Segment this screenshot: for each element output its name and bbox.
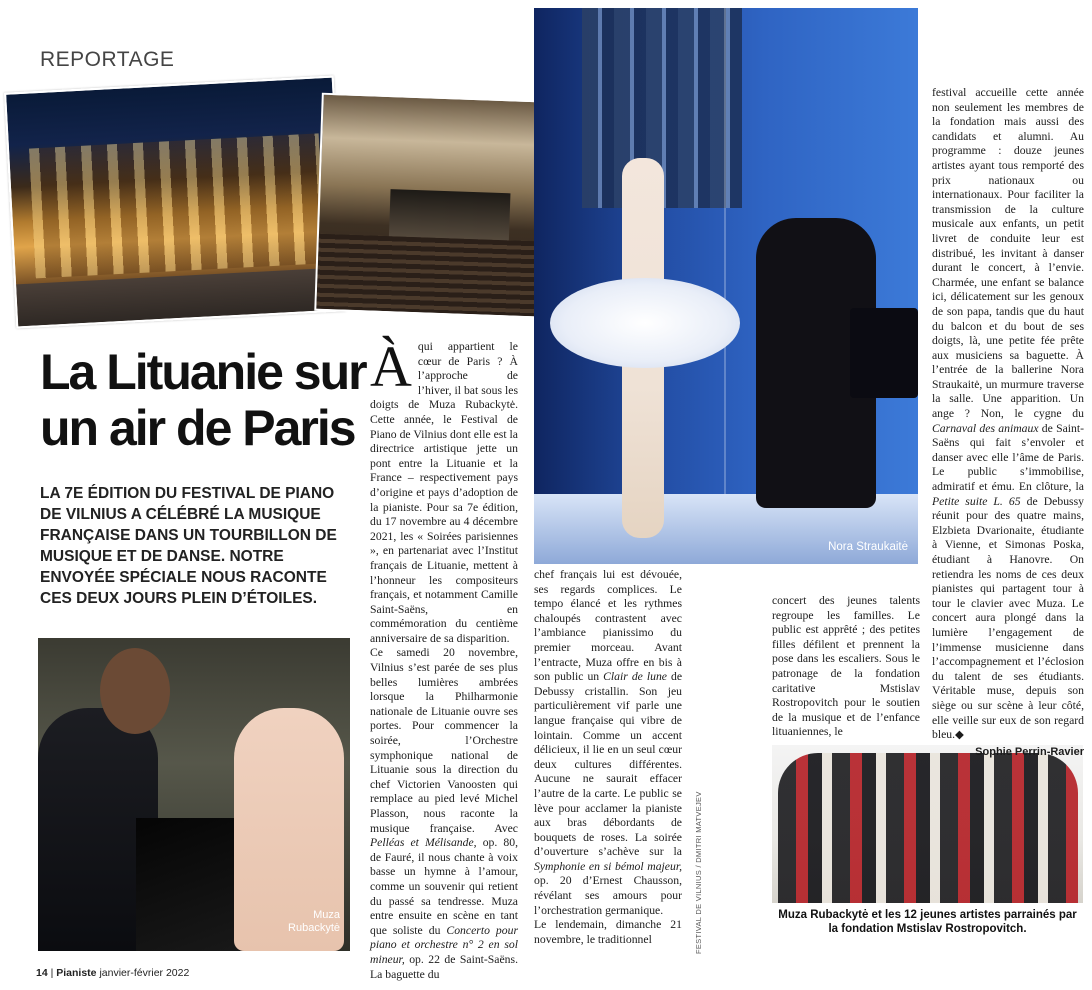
- col4-title-1: Carnaval des animaux: [932, 421, 1039, 435]
- col2-title-1: Clair de lune: [603, 670, 667, 684]
- col2-text-c: op. 20 d’Ernest Chausson, révélant ses amours pour l’orchestration germanique.: [534, 874, 682, 917]
- col2-paragraph-1: [534, 568, 682, 918]
- col1-p2-title-1: Pelléas et Mélisande,: [370, 836, 477, 850]
- col2-paragraph-2: Le lendemain, dimanche 21 novembre, le traditionnel: [534, 918, 682, 946]
- page-number: 14: [36, 967, 48, 979]
- author-signature: Sophie Perrin-Ravier: [975, 745, 1084, 758]
- group-people: [778, 753, 1078, 903]
- col4-text-c: de Debussy réunit pour des quatre mains, Elzbieta Dvarionaite, étudiante à Vienne, et Simonas Poska, étudiant à Hanovre. On retiendra les noms de ces deux pianistes qui partagent tour à tour le clavier avec Muza. Le concert aura plongé dans la lumière l’engagement de l’immense musicienne dans l’accompagnement et l’éclosion du talent de ses étudiants. Véritable muse, depuis son siège ou sur scène à leur côté, elle veille sur eux de son regard bleu.◆: [932, 494, 1084, 742]
- facade-lights: [29, 133, 325, 278]
- drop-cap: À: [370, 334, 412, 399]
- page-folio: 14 | Pianiste janvier-février 2022: [36, 967, 190, 979]
- section-label: REPORTAGE: [40, 48, 175, 71]
- article-headline: La Lituanie sur un air de Paris: [40, 344, 366, 456]
- col2-title-2: Symphonie en si bémol majeur,: [534, 859, 682, 873]
- ballet-photo-caption: Nora Straukaitė: [828, 541, 908, 553]
- muza-photo-caption: [288, 909, 340, 935]
- col4-text-a: festival accueille cette année non seulement les membres de la fondation mais aussi des candidats et alumni. Au programme : douze jeunes artistes ayant tous remporté des prix nationaux ou internationaux. Pour faciliter la transmission de la culture musicale aux enfants, un petit livret de conduite leur est distribué, les invitant à danser durant le concert, à l’envie. Charmée, une enfant se balance ici, délicatement sur les genoux de son papa, tandis que du haut du balcon et du bout de ses doigts, là, une petite fée prête aux musiciens sa baguette. À l’entrée de la ballerine Nora Straukaitė, un murmure traverse la salle. Une apparition. Un ange ? Non, le cygne du: [932, 86, 1084, 421]
- photo-credit: FESTIVAL DE VILNIUS / DMITRI MATVEJEV: [694, 791, 703, 954]
- hall-seats: [316, 234, 564, 318]
- group-photo-caption: Muza Rubackytė et les 12 jeunes artistes parrainés par la fondation Mstislav Rostropovitch.: [778, 909, 1077, 935]
- grand-piano: [850, 308, 918, 398]
- col2-text-b: de Debussy cristallin. Son jeu particulièrement vif parle une langue française qui vibre de lointain. Comme un accent délicieux, il lie en un seul cœur deux cultures différentes. Aucune ne saurait effacer l’autre de la carte. Le public se lève pour acclamer la pianiste aux bras débordants de bouquets de roses. La soirée d’ouverture s’achève sur la: [534, 670, 683, 859]
- photo-split: [724, 8, 726, 564]
- ballerina-tutu: [550, 278, 740, 368]
- col1-p1-text: qui appartient le cœur de Paris ? À l’approche de l’hiver, il bat sous les doigts de Muza Rubackytė. Cette année, le Festival de Piano de Vilnius dont elle est la directrice artistique jette un pont entre la Lituanie et la France – respectivement pays d’origine et pays d’adoption de la pianiste. Pour sa 7e édition, du 17 novembre au 4 décembre 2021, les « Soirées parisiennes », en partenariat avec l’Institut français de Lituanie, mettent à l’honneur les compositeurs français, et notamment Camille Saint-Saëns, en commémoration du centième anniversaire de sa disparition.: [370, 340, 518, 645]
- col1-p2-text-a: Ce samedi 20 novembre, Vilnius s’est parée de ses plus belles lumières ambrées lorsque la Philharmonie nationale de Lituanie ouvre ses portes. Pour commencer la soirée, l’Orchestre symphonique national de Lituanie sous la direction du chef Victorien Vanoosten qui remplace au pied levé Michel Plasson, nous raconte la musique française. Avec: [370, 646, 518, 835]
- magazine-name: Pianiste: [56, 967, 97, 979]
- col1-paragraph-2: [370, 646, 518, 982]
- violinist-head: [100, 648, 170, 734]
- muza-performance-photo: [38, 638, 350, 951]
- article-column-3: [772, 594, 920, 740]
- issue-date: janvier-février 2022: [99, 967, 190, 979]
- col4-paragraph: [932, 86, 1084, 743]
- col1-p2-text-c: op. 22 de Saint-Saëns. La baguette du: [370, 952, 518, 981]
- muza-caption-line-2: Rubackytė: [288, 922, 340, 934]
- col4-title-2: Petite suite L. 65: [932, 494, 1021, 508]
- philharmonie-building-photo: [4, 76, 346, 329]
- muza-caption-line-1: Muza: [313, 909, 340, 921]
- young-artists-group-photo: [772, 745, 1083, 903]
- article-column-1: [370, 334, 518, 982]
- ballerina-pianist-photo: [534, 8, 918, 564]
- col1-p2-text-b: op. 80, de Fauré, il nous chante à voix basse un hymne à l’amour, comme un souvenir qui retient du passé sa tendresse. Muza entre ensuite en scène en tant que soliste du: [370, 836, 518, 937]
- col1-p2-title-2: Concerto pour piano et orchestre n° 2 en sol mineur,: [370, 923, 518, 966]
- col3-paragraph: concert des jeunes talents regroupe les familles. Le public est apprêté ; des petites filles défilent et prennent la pose dans les escaliers. Sous le patronage de la fondation caritative Mstislav Rostropovitch pour le soutien de la musique et de l’enfance lituaniennes, le: [772, 594, 920, 739]
- article-column-2: [534, 568, 682, 947]
- col4-text-b: de Saint-Saëns qui fait s’envoler et danser avec elle l’âme de Paris. Le public s’immobilise, admiratif et ému. En clôture, la: [932, 421, 1084, 494]
- col1-paragraph-1: [370, 334, 518, 646]
- col2-text-a: chef français lui est dévouée, ses regards complices. Le tempo élancé et les rythmes chaloupés contrastent avec l’ambiance pianissimo du premier morceau. Avant l’entracte, Muza offre en bis à son public un: [534, 568, 682, 684]
- article-standfirst: LA 7E ÉDITION DU FESTIVAL DE PIANO DE VILNIUS A CÉLÉBRÉ LA MUSIQUE FRANÇAISE DANS UN TOURBILLON DE MUSIQUE ET DE DANSE. NOTRE ENVOYÉE SPÉCIALE NOUS RACONTE CES DEUX JOURS PLEIN D’ÉTOILES.: [40, 485, 337, 607]
- article-column-4: [932, 86, 1084, 759]
